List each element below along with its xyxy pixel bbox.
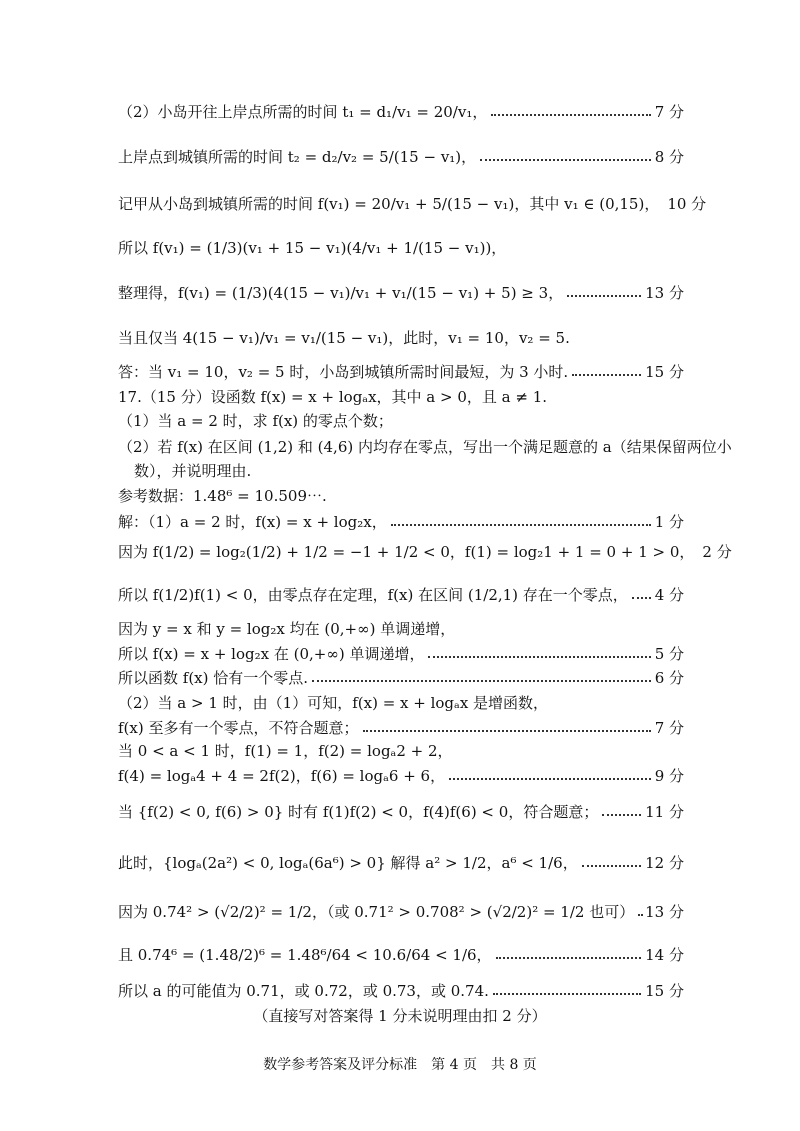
line-text: f(4) = logₐ4 + 4 = 2f(2)，f(6) = logₐ6 + 6， — [118, 767, 446, 785]
line-text: 记甲从小岛到城镇所需的时间 f(v₁) = 20/v₁ + 5/(15 − v₁)，其中 v₁ ∈ (0,15)， — [118, 195, 660, 213]
line-2 — [118, 147, 684, 167]
leader-dots — [632, 597, 651, 599]
line-text: 参考数据：1.48⁶ = 10.509⋯. — [118, 487, 327, 505]
leader-dots — [493, 993, 641, 995]
score-mark: 11 分 — [645, 803, 684, 821]
leader-dots — [391, 524, 651, 526]
score-mark: 7 分 — [654, 103, 684, 121]
line-text: 所以 f(v₁) = (1/3)(v₁ + 15 − v₁)(4/v₁ + 1/(15 − v₁))， — [118, 239, 507, 257]
line-text: （1）当 a = 2 时，求 f(x) 的零点个数； — [118, 412, 393, 430]
line-text: 答：当 v₁ = 10，v₂ = 5 时，小岛到城镇所需时间最短，为 3 小时. — [118, 363, 569, 381]
line-8 — [118, 387, 684, 407]
line-text: 所以 f(x) = x + log₂x 在 (0,+∞) 单调递增， — [118, 645, 425, 663]
line-23 — [118, 802, 684, 822]
line-text: 且 0.74⁶ = (1.48/2)⁶ = 1.48⁶/64 < 10.6/64 < 1/6， — [118, 946, 492, 964]
line-5 — [118, 283, 684, 303]
line-text: （2）若 f(x) 在区间 (1,2) 和 (4,6) 内均存在零点，写出一个满足题意的 a（结果保留两位小 — [118, 438, 732, 456]
leader-dots — [496, 957, 642, 959]
score-mark: 8 分 — [654, 148, 684, 166]
line-20 — [118, 718, 684, 738]
line-text: 因为 f(1/2) = log₂(1/2) + 1/2 = −1 + 1/2 < 0，f(1) = log₂1 + 1 = 0 + 1 > 0， — [118, 543, 695, 561]
line-text: 整理得，f(v₁) = (1/3)(4(15 − v₁)/v₁ + v₁/(15 − v₁) + 5) ≥ 3， — [118, 284, 564, 302]
line-9 — [118, 411, 684, 431]
line-text: 当 {f(2) < 0, f(6) > 0} 时有 f(1)f(2) < 0，f(4)f(6) < 0，符合题意； — [118, 803, 599, 821]
leader-dots — [582, 865, 641, 867]
line-text: 当 0 < a < 1 时，f(1) = 1，f(2) = logₐ2 + 2， — [118, 742, 453, 760]
score-mark: 4 分 — [654, 586, 684, 604]
leader-dots — [449, 778, 651, 780]
score-mark: 15 分 — [645, 982, 684, 1000]
leader-dots — [572, 374, 641, 376]
line-text: f(x) 至多有一个零点，不符合题意； — [118, 719, 359, 737]
line-21 — [118, 741, 684, 761]
line-10 — [118, 437, 732, 457]
line-text: 所以 a 的可能值为 0.71，或 0.72，或 0.73，或 0.74. — [118, 982, 489, 1000]
line-7 — [118, 362, 684, 382]
score-mark: 2 分 — [702, 543, 732, 561]
line-12 — [118, 486, 684, 506]
line-text: 上岸点到城镇所需的时间 t₂ = d₂/v₂ = 5/(15 − v₁)， — [118, 148, 477, 166]
score-mark: 13 分 — [645, 284, 684, 302]
score-mark: 15 分 — [645, 363, 684, 381]
leader-dots — [312, 680, 651, 682]
line-27 — [118, 981, 684, 1001]
line-13 — [118, 512, 684, 532]
line-text: 因为 0.74² > (√2/2)² = 1/2，（或 0.71² > 0.708² > (√2/2)² = 1/2 也可） — [118, 903, 635, 921]
line-3 — [118, 194, 707, 214]
score-mark: 1 分 — [654, 513, 684, 531]
line-15 — [118, 585, 684, 605]
score-mark: 14 分 — [645, 946, 684, 964]
line-text: 当且仅当 4(15 − v₁)/v₁ = v₁/(15 − v₁)，此时，v₁ = 10，v₂ = 5. — [118, 329, 570, 347]
line-text: （2）小岛开往上岸点所需的时间 t₁ = d₁/v₁ = 20/v₁， — [118, 103, 488, 121]
line-24 — [118, 853, 684, 873]
leader-dots — [567, 295, 641, 297]
leader-dots — [491, 114, 650, 116]
leader-dots — [602, 814, 641, 816]
line-14 — [118, 542, 732, 562]
leader-dots — [638, 914, 641, 916]
score-mark: 5 分 — [654, 645, 684, 663]
line-text: 数），并说明理由. — [134, 462, 252, 480]
line-11 — [134, 461, 684, 481]
score-mark: 13 分 — [645, 903, 684, 921]
line-18 — [118, 668, 684, 688]
score-mark: 10 分 — [667, 195, 707, 213]
line-text: 解：（1）a = 2 时，f(x) = x + log₂x， — [118, 513, 387, 531]
line-text: （2）当 a > 1 时，由（1）可知，f(x) = x + logₐx 是增函数， — [118, 694, 549, 712]
leader-dots — [363, 730, 651, 732]
line-17 — [118, 644, 684, 664]
score-mark: 6 分 — [654, 669, 684, 687]
line-4 — [118, 238, 684, 258]
line-19 — [118, 693, 684, 713]
line-text: 17.（15 分）设函数 f(x) = x + logₐx，其中 a > 0，且 a ≠ 1. — [118, 388, 548, 406]
page-footer: 数学参考答案及评分标准 第 4 页 共 8 页 — [263, 1057, 537, 1073]
line-text: 因为 y = x 和 y = log₂x 均在 (0,+∞) 单调递增， — [118, 620, 456, 638]
note-line — [0, 1006, 800, 1026]
line-25 — [118, 902, 684, 922]
line-16 — [118, 619, 684, 639]
line-text: （直接写对答案得 1 分未说明理由扣 2 分） — [253, 1007, 547, 1025]
leader-dots — [428, 656, 650, 658]
line-26 — [118, 945, 684, 965]
line-text: 此时，{logₐ(2a²) < 0, logₐ(6a⁶) > 0} 解得 a² > 1/2，a⁶ < 1/6， — [118, 854, 578, 872]
line-22 — [118, 766, 684, 786]
line-text: 所以函数 f(x) 恰有一个零点. — [118, 669, 309, 687]
score-mark: 7 分 — [654, 719, 684, 737]
line-6 — [118, 328, 684, 348]
score-mark: 12 分 — [645, 854, 684, 872]
score-mark: 9 分 — [654, 767, 684, 785]
leader-dots — [480, 159, 651, 161]
line-text: 所以 f(1/2)f(1) < 0，由零点存在定理，f(x) 在区间 (1/2,1) 存在一个零点， — [118, 586, 628, 604]
line-1 — [118, 102, 684, 122]
